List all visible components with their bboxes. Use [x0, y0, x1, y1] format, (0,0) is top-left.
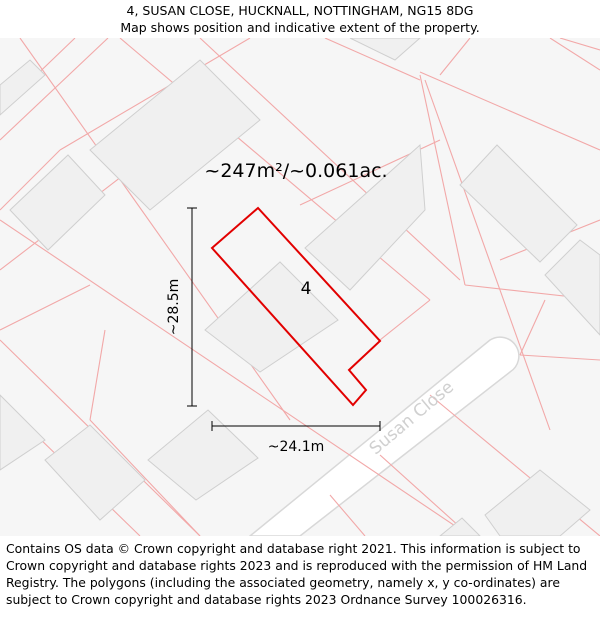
- height-dimension-label: ~28.5m: [166, 278, 182, 336]
- copyright-notice: Contains OS data © Crown copyright and database right 2021. This information is subject to Crown copyright and database rights 2023 and is reproduced with the permission of HM Land Registry. The polygons (including the associated geometry, namely x, y co-ordinates) are subject to Crown copyright and database rights 2023 Ordnance Survey 100026316.: [6, 541, 588, 607]
- map-subtitle: Map shows position and indicative extent of the property.: [120, 20, 480, 35]
- street-name-label: Susan Close: [365, 377, 458, 460]
- area-label: ~247m²/~0.061ac.: [204, 160, 388, 182]
- map-canvas: [0, 38, 600, 536]
- property-address: 4, SUSAN CLOSE, HUCKNALL, NOTTINGHAM, NG15 8DG: [126, 3, 474, 18]
- plot-number: 4: [300, 279, 312, 299]
- map-header: [0, 0, 600, 38]
- property-map[interactable]: [0, 38, 600, 536]
- width-dimension-label: ~24.1m: [267, 439, 325, 455]
